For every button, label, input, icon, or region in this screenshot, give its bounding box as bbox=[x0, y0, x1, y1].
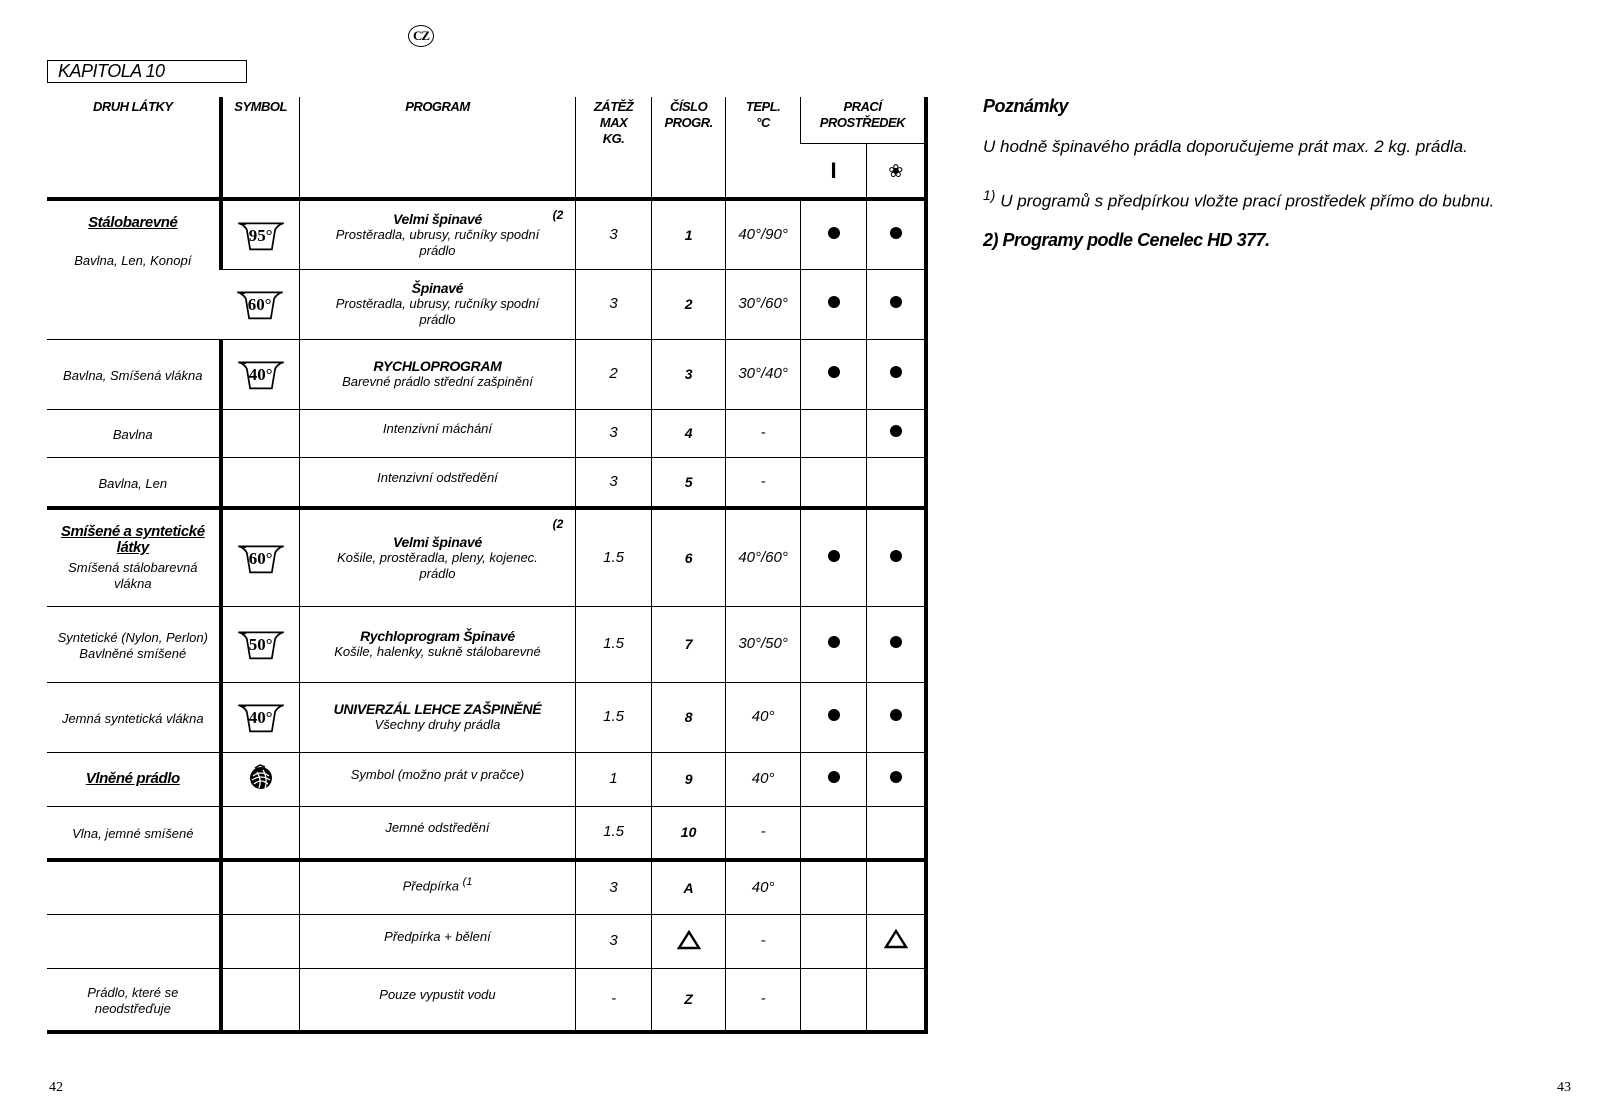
program-cell bbox=[299, 914, 576, 968]
dot-marker bbox=[828, 636, 840, 648]
main-wash-cell bbox=[800, 606, 866, 682]
dot-marker bbox=[828, 227, 840, 239]
page-number-left: 42 bbox=[49, 1080, 63, 1095]
load-cell: 1.5 bbox=[576, 806, 652, 860]
main-wash-cell bbox=[800, 968, 866, 1032]
note-1-marker: 1) bbox=[983, 187, 996, 203]
program-cell bbox=[299, 508, 576, 606]
main-wash-cell bbox=[800, 914, 866, 968]
header-symbol: SYMBOL bbox=[221, 97, 300, 199]
program-cell bbox=[299, 682, 576, 752]
symbol-cell bbox=[221, 409, 300, 457]
temperature-cell: - bbox=[726, 914, 801, 968]
load-cell: 3 bbox=[576, 199, 652, 269]
program-title: Rychloprogram Špinavé bbox=[360, 628, 515, 644]
program-cell bbox=[299, 457, 576, 508]
program-description bbox=[300, 767, 576, 783]
fabric-cell bbox=[47, 752, 221, 806]
softener-cell bbox=[867, 860, 926, 914]
dot-marker bbox=[828, 550, 840, 562]
main-wash-cell bbox=[800, 806, 866, 860]
symbol-cell bbox=[221, 914, 300, 968]
program-description bbox=[300, 296, 576, 328]
program-description bbox=[300, 717, 576, 733]
main-wash-cell bbox=[800, 457, 866, 508]
softener-cell bbox=[867, 199, 926, 269]
header-temp-l1: TEPL. bbox=[745, 99, 781, 114]
temperature-cell: - bbox=[726, 806, 801, 860]
temperature-cell: 30°/60° bbox=[726, 269, 801, 339]
fabric-cell bbox=[47, 409, 221, 457]
program-title: UNIVERZÁL LEHCE ZAŠPINĚNÉ bbox=[333, 701, 542, 717]
program-cell bbox=[299, 269, 576, 339]
note-1 bbox=[983, 187, 1583, 212]
header-load-l2: MAX bbox=[599, 115, 628, 130]
chapter-title: KAPITOLA 10 bbox=[47, 60, 247, 83]
fabric-cell bbox=[47, 508, 221, 606]
program-number-cell: 5 bbox=[651, 457, 726, 508]
header-progno-l1: ČÍSLO bbox=[669, 99, 708, 114]
program-footnote: (1 bbox=[462, 875, 473, 888]
program-description-text: Intenzivní máchání bbox=[382, 421, 493, 436]
program-number-cell: Z bbox=[651, 968, 726, 1032]
notes-text: U hodně špinavého prádla doporučujeme prát max. 2 kg. prádla. bbox=[983, 137, 1468, 156]
dot-marker bbox=[890, 366, 902, 378]
program-description bbox=[300, 550, 576, 582]
dot-marker bbox=[890, 296, 902, 308]
dot-marker bbox=[890, 425, 902, 437]
fabric-cell bbox=[47, 860, 221, 914]
table-row bbox=[47, 968, 926, 1032]
softener-cell bbox=[867, 682, 926, 752]
program-description bbox=[300, 929, 576, 945]
program-cell bbox=[299, 968, 576, 1032]
table-row bbox=[47, 806, 926, 860]
program-title: Velmi špinavé bbox=[392, 533, 482, 550]
symbol-cell bbox=[221, 682, 300, 752]
fabric-cell bbox=[47, 968, 221, 1032]
load-cell: 3 bbox=[576, 457, 652, 508]
program-description-text: Pouze vypustit vodu bbox=[379, 987, 496, 1003]
program-description bbox=[300, 987, 576, 1003]
table-row bbox=[47, 860, 926, 914]
header-load-l3: KG. bbox=[602, 131, 625, 146]
load-cell: 3 bbox=[576, 409, 652, 457]
temperature-cell: - bbox=[726, 968, 801, 1032]
header-temp-l2: °C bbox=[756, 115, 770, 130]
symbol-cell bbox=[221, 269, 300, 339]
temperature-cell: 30°/40° bbox=[726, 339, 801, 409]
header-fabric: DRUH LÁTKY bbox=[93, 99, 173, 114]
fabric-type: Vlna, jemné smíšené bbox=[72, 826, 194, 842]
main-wash-cell bbox=[800, 409, 866, 457]
load-cell: 3 bbox=[576, 269, 652, 339]
fabric-type: Bavlna, Smíšená vlákna bbox=[63, 368, 203, 383]
dot-marker bbox=[828, 771, 840, 783]
softener-cell bbox=[867, 269, 926, 339]
fabric-title: Stálobarevné bbox=[88, 214, 178, 231]
load-cell: 3 bbox=[576, 914, 652, 968]
fabric-cell bbox=[47, 682, 221, 752]
load-cell: 1.5 bbox=[576, 606, 652, 682]
program-description-text: Intenzivní odstředění bbox=[377, 469, 498, 485]
program-number-cell: 8 bbox=[651, 682, 726, 752]
header-program-number bbox=[651, 97, 726, 199]
header-detergent bbox=[800, 97, 926, 143]
main-wash-cell bbox=[800, 269, 866, 339]
notes-heading: Poznámky bbox=[983, 96, 1069, 116]
table-row bbox=[47, 752, 926, 806]
table-row bbox=[47, 199, 926, 269]
program-number-cell: A bbox=[651, 860, 726, 914]
note-2 bbox=[983, 230, 1583, 251]
table-row bbox=[47, 508, 926, 606]
program-cell bbox=[299, 806, 576, 860]
fabric-cell bbox=[47, 457, 221, 508]
program-description-text: Předpírka bbox=[402, 877, 459, 893]
program-note: (2 bbox=[552, 517, 564, 531]
header-program: PROGRAM bbox=[299, 97, 576, 199]
fabric-title: Vlněné prádlo bbox=[85, 770, 180, 787]
note-2-marker: 2) bbox=[983, 229, 999, 250]
softener-cell bbox=[867, 409, 926, 457]
temperature-cell: - bbox=[726, 457, 801, 508]
triangle-icon bbox=[677, 929, 701, 951]
symbol-cell bbox=[221, 752, 300, 806]
main-wash-cell bbox=[800, 508, 866, 606]
softener-cell bbox=[867, 806, 926, 860]
fabric-type: Smíšená stálobarevná vlákna bbox=[68, 559, 198, 591]
program-number-cell bbox=[651, 914, 726, 968]
dot-marker bbox=[828, 296, 840, 308]
softener-cell bbox=[867, 508, 926, 606]
temperature-cell: 40° bbox=[726, 682, 801, 752]
program-description bbox=[300, 874, 576, 894]
fabric-type: Bavlna bbox=[112, 427, 153, 442]
program-description bbox=[300, 227, 576, 259]
table-row bbox=[47, 457, 926, 508]
symbol-cell bbox=[221, 457, 300, 508]
header-load-l1: ZÁTĚŽ bbox=[593, 99, 634, 114]
triangle-icon bbox=[884, 928, 908, 950]
program-title: RYCHLOPROGRAM bbox=[373, 358, 502, 374]
fabric-type: Bavlna, Len bbox=[98, 475, 168, 491]
temperature-cell: 40° bbox=[726, 860, 801, 914]
symbol-cell bbox=[221, 199, 300, 269]
softener-cell bbox=[867, 968, 926, 1032]
notes-panel bbox=[983, 96, 1583, 269]
program-description-text: Prostěradla, ubrusy, ručníky spodní prádlo bbox=[335, 296, 540, 327]
fabric-cell bbox=[47, 339, 221, 409]
temperature-cell: 40°/60° bbox=[726, 508, 801, 606]
symbol-cell bbox=[221, 968, 300, 1032]
temperature-cell: 30°/50° bbox=[726, 606, 801, 682]
program-number-cell: 1 bbox=[651, 199, 726, 269]
program-description-text: Barevné prádlo střední zašpinění bbox=[342, 374, 533, 389]
fabric-cell bbox=[47, 199, 221, 339]
softener-cell bbox=[867, 606, 926, 682]
program-number-cell: 6 bbox=[651, 508, 726, 606]
symbol-cell bbox=[221, 508, 300, 606]
header-main-wash: I bbox=[800, 143, 866, 199]
fabric-type: Jemná syntetická vlákna bbox=[61, 711, 204, 726]
table-row bbox=[47, 409, 926, 457]
program-cell bbox=[299, 606, 576, 682]
fabric-cell bbox=[47, 806, 221, 860]
program-description-text: Všechny druhy prádla bbox=[374, 717, 501, 732]
program-description bbox=[300, 374, 576, 390]
symbol-cell bbox=[221, 806, 300, 860]
dot-marker bbox=[890, 709, 902, 721]
dot-marker bbox=[890, 636, 902, 648]
temperature-cell: 40° bbox=[726, 752, 801, 806]
note-2-text: Programy podle Cenelec HD 377. bbox=[1002, 229, 1270, 250]
load-cell: 1.5 bbox=[576, 682, 652, 752]
program-cell bbox=[299, 339, 576, 409]
program-title: Velmi špinavé bbox=[392, 210, 482, 227]
header-det-l2: PROSTŘEDEK bbox=[819, 115, 906, 130]
fabric-type: Syntetické (Nylon, Perlon) Bavlněné smíšené bbox=[57, 630, 208, 661]
program-number-cell: 4 bbox=[651, 409, 726, 457]
program-number-cell: 7 bbox=[651, 606, 726, 682]
fabric-type: Prádlo, které se neodstřeďuje bbox=[87, 985, 179, 1017]
header-load bbox=[576, 97, 652, 199]
language-badge: CZ bbox=[408, 25, 434, 47]
note-1-text: U programů s předpírkou vložte prací prostředek přímo do bubnu. bbox=[1000, 191, 1495, 211]
program-description bbox=[300, 421, 576, 437]
program-cell bbox=[299, 409, 576, 457]
symbol-temperature: 50° bbox=[248, 635, 273, 654]
softener-cell bbox=[867, 914, 926, 968]
main-wash-cell bbox=[800, 752, 866, 806]
page-number-right: 43 bbox=[1557, 1080, 1571, 1095]
program-description-text: Předpírka + bělení bbox=[384, 929, 491, 944]
dot-marker bbox=[890, 227, 902, 239]
symbol-temperature: 40° bbox=[248, 365, 273, 384]
program-cell bbox=[299, 752, 576, 806]
load-cell: 2 bbox=[576, 339, 652, 409]
header-temperature bbox=[726, 97, 801, 199]
symbol-temperature: 60° bbox=[247, 295, 272, 314]
table-row bbox=[47, 682, 926, 752]
header-progno-l2: PROGR. bbox=[664, 115, 713, 130]
main-wash-cell bbox=[800, 339, 866, 409]
dot-marker bbox=[890, 771, 902, 783]
program-number-cell: 2 bbox=[651, 269, 726, 339]
symbol-temperature: 40° bbox=[248, 708, 273, 727]
load-cell: 1 bbox=[576, 752, 652, 806]
wool-icon bbox=[246, 762, 276, 792]
main-wash-cell bbox=[800, 860, 866, 914]
program-description bbox=[300, 644, 576, 660]
softener-cell bbox=[867, 339, 926, 409]
header-det-l1: PRACÍ bbox=[843, 99, 882, 114]
table-row bbox=[47, 606, 926, 682]
dot-marker bbox=[828, 366, 840, 378]
program-description-text: Košile, prostěradla, pleny, kojenec. prádlo bbox=[337, 549, 538, 581]
load-cell: 1.5 bbox=[576, 508, 652, 606]
dot-marker bbox=[828, 709, 840, 721]
fabric-cell bbox=[47, 914, 221, 968]
symbol-cell bbox=[221, 606, 300, 682]
program-description-text: Symbol (možno prát v pračce) bbox=[350, 767, 525, 782]
temperature-cell: 40°/90° bbox=[726, 199, 801, 269]
program-table bbox=[47, 97, 928, 1034]
symbol-cell bbox=[221, 339, 300, 409]
softener-cell bbox=[867, 752, 926, 806]
program-note: (2 bbox=[552, 208, 564, 222]
fabric-cell bbox=[47, 606, 221, 682]
main-wash-cell bbox=[800, 682, 866, 752]
program-description bbox=[300, 820, 576, 836]
fabric-title: Smíšené a syntetické látky bbox=[60, 522, 205, 556]
table-row bbox=[47, 914, 926, 968]
symbol-temperature: 95° bbox=[248, 225, 273, 245]
program-number-cell: 9 bbox=[651, 752, 726, 806]
program-number-cell: 10 bbox=[651, 806, 726, 860]
program-cell bbox=[299, 860, 576, 914]
softener-cell bbox=[867, 457, 926, 508]
load-cell: - bbox=[576, 968, 652, 1032]
symbol-temperature: 60° bbox=[248, 548, 273, 568]
program-description-text: Jemné odstředění bbox=[385, 820, 490, 836]
program-description-text: Košile, halenky, sukně stálobarevné bbox=[334, 644, 541, 659]
fabric-type: Bavlna, Len, Konopí bbox=[74, 253, 192, 268]
table-row bbox=[47, 339, 926, 409]
program-description-text: Prostěradla, ubrusy, ručníky spodní prádlo bbox=[335, 226, 540, 258]
symbol-cell bbox=[221, 860, 300, 914]
temperature-cell: - bbox=[726, 409, 801, 457]
load-cell: 3 bbox=[576, 860, 652, 914]
program-number-cell: 3 bbox=[651, 339, 726, 409]
program-title: Špinavé bbox=[411, 280, 464, 296]
main-wash-cell bbox=[800, 199, 866, 269]
header-softener: ❀ bbox=[867, 143, 926, 199]
dot-marker bbox=[890, 550, 902, 562]
program-description bbox=[300, 470, 576, 486]
program-cell bbox=[299, 199, 576, 269]
